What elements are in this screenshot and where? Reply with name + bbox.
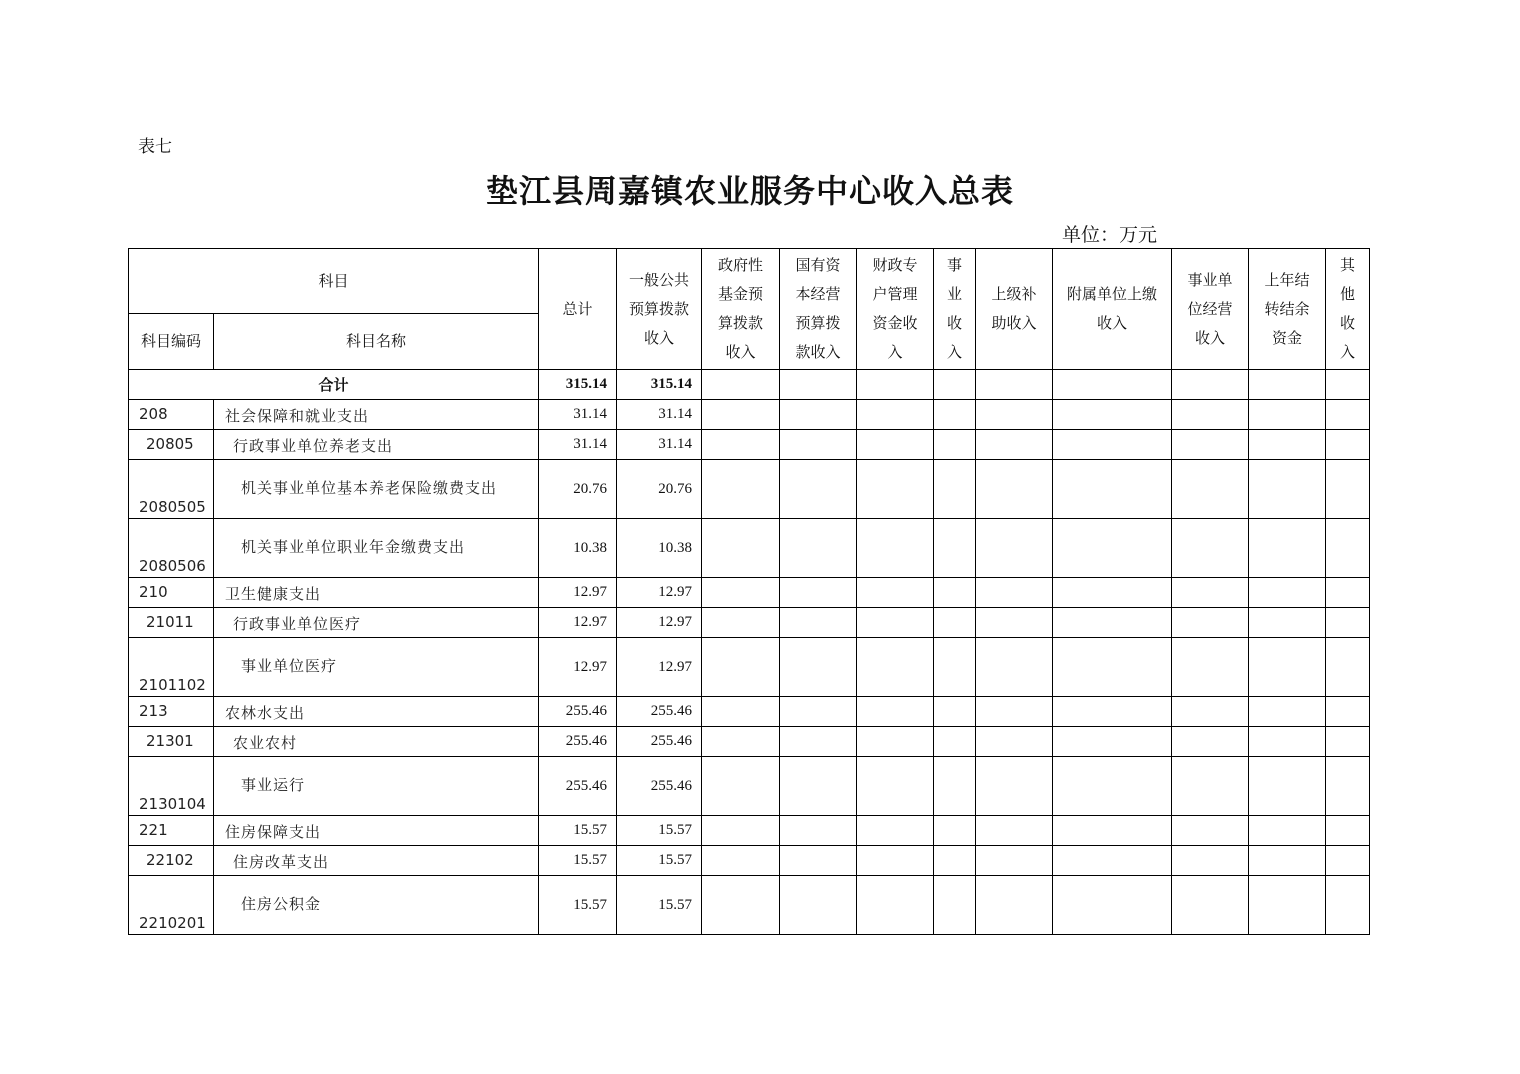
- subject-code-cell: [129, 519, 214, 578]
- table-row: [129, 876, 1370, 935]
- subject-code-cell: [129, 727, 214, 757]
- empty-cell: [934, 460, 976, 519]
- table-row: [129, 608, 1370, 638]
- empty-cell: [1172, 816, 1249, 846]
- empty-cell: [1172, 430, 1249, 460]
- empty-cell: [1249, 608, 1326, 638]
- header-other-income: [1326, 249, 1370, 370]
- empty-cell: [1249, 578, 1326, 608]
- header-line: 一般公共: [629, 270, 690, 289]
- subject-name: 机关事业单位基本养老保险缴费支出: [241, 479, 498, 497]
- general-budget-amount-cell: 255.46: [617, 757, 702, 816]
- subject-code-cell: [129, 608, 214, 638]
- empty-cell: [934, 638, 976, 697]
- total-amount-cell: 255.46: [539, 757, 617, 816]
- subject-name: 住房公积金: [241, 895, 322, 913]
- header-carryover: [1249, 249, 1326, 370]
- total-amount-cell: 12.97: [539, 608, 617, 638]
- table-row: [129, 519, 1370, 578]
- empty-cell: [1326, 578, 1370, 608]
- empty-cell: [780, 757, 857, 816]
- empty-cell: [1172, 846, 1249, 876]
- subject-code-cell: [129, 430, 214, 460]
- header-line: 算拨款: [718, 314, 764, 332]
- empty-cell: [976, 757, 1053, 816]
- empty-cell: [934, 757, 976, 816]
- empty-cell: [1326, 638, 1370, 697]
- empty-cell: [976, 608, 1053, 638]
- subject-code-cell: [129, 400, 214, 430]
- header-line: 收: [947, 314, 963, 332]
- empty-cell: [702, 430, 780, 460]
- empty-cell: [976, 638, 1053, 697]
- empty-cell: [934, 816, 976, 846]
- empty-cell: [702, 638, 780, 697]
- empty-cell: [857, 697, 934, 727]
- empty-cell: [702, 400, 780, 430]
- header-name: 科目名称: [214, 314, 539, 370]
- empty-cell: [857, 519, 934, 578]
- header-line: 入: [947, 343, 963, 361]
- subject-code: 21301: [146, 732, 194, 750]
- subject-name: 卫生健康支出: [225, 585, 322, 603]
- subject-name-cell: [214, 727, 539, 757]
- table-row: [129, 430, 1370, 460]
- header-line: 上年结: [1264, 270, 1310, 289]
- header-line: 资金收: [872, 314, 918, 332]
- empty-cell: [1053, 578, 1172, 608]
- empty-cell: [1053, 816, 1172, 846]
- empty-cell: [976, 519, 1053, 578]
- table-row: [129, 638, 1370, 697]
- general-budget-amount-cell: 15.57: [617, 876, 702, 935]
- empty-cell: [1053, 638, 1172, 697]
- subject-name: 住房保障支出: [225, 823, 322, 841]
- subject-name-cell: [214, 430, 539, 460]
- header-line: 本经营: [795, 285, 841, 303]
- empty-cell: [1326, 816, 1370, 846]
- empty-cell: [934, 578, 976, 608]
- empty-cell: [1326, 608, 1370, 638]
- subject-code-cell: [129, 846, 214, 876]
- empty-cell: [1172, 727, 1249, 757]
- subject-code: 210: [139, 583, 168, 601]
- empty-cell: [702, 697, 780, 727]
- empty-cell: [1249, 846, 1326, 876]
- empty-cell: [934, 519, 976, 578]
- empty-cell: [934, 400, 976, 430]
- empty-cell: [976, 727, 1053, 757]
- general-budget-amount-cell: 255.46: [617, 727, 702, 757]
- empty-cell: [857, 400, 934, 430]
- table-row: [129, 460, 1370, 519]
- header-line: 上级补: [991, 285, 1037, 303]
- header-line: 款收入: [795, 343, 841, 361]
- subject-code: 22102: [146, 851, 194, 869]
- header-line: 他: [1340, 285, 1356, 303]
- header-line: 户管理: [872, 285, 918, 303]
- subject-name: 农林水支出: [225, 704, 306, 722]
- empty-cell: [702, 846, 780, 876]
- subject-name-cell: [214, 876, 539, 935]
- empty-cell: [1326, 727, 1370, 757]
- header-line: 助收入: [991, 314, 1037, 332]
- subject-name-cell: [214, 400, 539, 430]
- subject-code: 2101102: [139, 676, 206, 694]
- table-row: [129, 757, 1370, 816]
- empty-cell: [1326, 697, 1370, 727]
- subject-name-cell: [214, 816, 539, 846]
- subject-name: 社会保障和就业支出: [225, 407, 370, 425]
- empty-cell: [702, 757, 780, 816]
- total-amount-cell: 15.57: [539, 876, 617, 935]
- header-line: 收入: [644, 328, 675, 347]
- total-amount: 315.14: [539, 370, 617, 400]
- header-fiscal-special: [857, 249, 934, 370]
- subject-name-cell: [214, 578, 539, 608]
- empty-cell: [780, 608, 857, 638]
- empty-cell: [976, 578, 1053, 608]
- empty-cell: [1053, 460, 1172, 519]
- total-amount-cell: 255.46: [539, 697, 617, 727]
- empty-cell: [976, 460, 1053, 519]
- subject-code: 21011: [146, 613, 194, 631]
- header-line: 收入: [725, 343, 756, 361]
- empty-cell: [702, 578, 780, 608]
- header-line: 财政专: [872, 256, 918, 274]
- empty-cell: [1053, 430, 1172, 460]
- header-line: 政府性: [718, 256, 764, 274]
- subject-code: 2130104: [139, 795, 206, 813]
- empty-cell: [857, 757, 934, 816]
- general-budget-amount-cell: 31.14: [617, 430, 702, 460]
- header-code: 科目编码: [129, 314, 214, 370]
- empty-cell: [780, 727, 857, 757]
- subject-code: 2080505: [139, 498, 206, 516]
- header-line: 事业单: [1187, 270, 1233, 289]
- header-line: 收入: [1195, 328, 1226, 347]
- empty-cell: [1172, 608, 1249, 638]
- income-summary-table: [128, 248, 1370, 935]
- empty-cell: [976, 400, 1053, 430]
- empty-cell: [702, 876, 780, 935]
- subject-name: 事业运行: [241, 776, 306, 794]
- subject-code: 213: [139, 702, 168, 720]
- page-title: 垫江县周嘉镇农业服务中心收入总表: [485, 172, 1014, 210]
- subject-name: 事业单位医疗: [241, 657, 338, 675]
- empty-cell: [976, 876, 1053, 935]
- empty-cell: [1326, 757, 1370, 816]
- header-line: 预算拨: [795, 314, 841, 332]
- empty-cell: [1053, 608, 1172, 638]
- empty-cell: [780, 400, 857, 430]
- empty-cell: [857, 638, 934, 697]
- general-budget-amount-cell: 12.97: [617, 578, 702, 608]
- total-amount-cell: 31.14: [539, 430, 617, 460]
- general-budget-amount-cell: 10.38: [617, 519, 702, 578]
- empty-cell: [857, 578, 934, 608]
- subject-code-cell: [129, 816, 214, 846]
- subject-name-cell: [214, 638, 539, 697]
- empty-cell: [1249, 816, 1326, 846]
- empty-cell: [1326, 460, 1370, 519]
- subject-code-cell: [129, 460, 214, 519]
- header-line: 业: [947, 285, 963, 303]
- empty-cell: [1249, 400, 1326, 430]
- empty-cell: [780, 430, 857, 460]
- header-line: 入: [887, 343, 903, 361]
- subject-name: 农业农村: [233, 734, 298, 752]
- subject-name: 住房改革支出: [233, 853, 330, 871]
- empty-cell: [1172, 757, 1249, 816]
- empty-cell: [702, 519, 780, 578]
- empty-cell: [857, 816, 934, 846]
- total-amount-cell: 15.57: [539, 816, 617, 846]
- total-row: [129, 370, 1370, 400]
- empty-cell: [1053, 846, 1172, 876]
- table-row: [129, 578, 1370, 608]
- subject-name-cell: [214, 519, 539, 578]
- empty-cell: [857, 846, 934, 876]
- empty-cell: [976, 697, 1053, 727]
- empty-cell: [702, 727, 780, 757]
- header-general-budget: [617, 249, 702, 370]
- empty-cell: [1053, 519, 1172, 578]
- empty-cell: [1249, 757, 1326, 816]
- subject-name-cell: [214, 846, 539, 876]
- empty-cell: [934, 697, 976, 727]
- total-label: 合计: [129, 370, 539, 400]
- empty-cell: [1172, 876, 1249, 935]
- total-general-amount: 315.14: [617, 370, 702, 400]
- empty-cell: [780, 816, 857, 846]
- empty-cell: [976, 816, 1053, 846]
- empty-cell: [1172, 400, 1249, 430]
- empty-cell: [1172, 460, 1249, 519]
- subject-code-cell: [129, 638, 214, 697]
- table-row: [129, 816, 1370, 846]
- empty-cell: [1326, 519, 1370, 578]
- total-amount-cell: 12.97: [539, 578, 617, 608]
- header-line: 附属单位上缴: [1067, 285, 1158, 303]
- subject-code-cell: [129, 578, 214, 608]
- subject-code: 221: [139, 821, 168, 839]
- header-line: 位经营: [1187, 299, 1233, 318]
- subject-name-cell: [214, 460, 539, 519]
- subject-code: 2210201: [139, 914, 206, 932]
- subject-name: 行政事业单位养老支出: [233, 437, 394, 455]
- total-amount-cell: 20.76: [539, 460, 617, 519]
- header-line: 基金预: [718, 285, 764, 303]
- header-total: 总计: [539, 249, 617, 370]
- header-line: 其: [1340, 256, 1356, 274]
- empty-cell: [780, 697, 857, 727]
- empty-cell: [857, 460, 934, 519]
- empty-cell: [1249, 727, 1326, 757]
- empty-cell: [934, 430, 976, 460]
- empty-cell: [976, 846, 1053, 876]
- total-amount-cell: 12.97: [539, 638, 617, 697]
- subject-code-cell: [129, 697, 214, 727]
- empty-cell: [1172, 519, 1249, 578]
- subject-name: 机关事业单位职业年金缴费支出: [241, 538, 466, 556]
- empty-cell: [780, 638, 857, 697]
- table-row: [129, 697, 1370, 727]
- empty-cell: [1249, 638, 1326, 697]
- empty-cell: [1326, 400, 1370, 430]
- subject-name: 行政事业单位医疗: [233, 615, 362, 633]
- empty-cell: [1249, 460, 1326, 519]
- subject-code: 20805: [146, 435, 194, 453]
- empty-cell: [1172, 578, 1249, 608]
- empty-cell: [934, 876, 976, 935]
- empty-cell: [1249, 519, 1326, 578]
- subject-code: 208: [139, 405, 168, 423]
- table-row: [129, 400, 1370, 430]
- subject-code-cell: [129, 876, 214, 935]
- empty-cell: [976, 430, 1053, 460]
- general-budget-amount-cell: 15.57: [617, 816, 702, 846]
- table-number-label: 表七: [138, 137, 172, 157]
- header-row-1: [129, 249, 1370, 314]
- header-business-operation: [1172, 249, 1249, 370]
- empty-cell: [780, 519, 857, 578]
- empty-cell: [1053, 727, 1172, 757]
- header-line: 国有资: [795, 256, 841, 274]
- empty-cell: [857, 608, 934, 638]
- header-line: 事: [947, 256, 963, 274]
- empty-cell: [702, 608, 780, 638]
- empty-cell: [1172, 697, 1249, 727]
- header-line: 资金: [1272, 328, 1303, 347]
- empty-cell: [780, 876, 857, 935]
- empty-cell: [1249, 697, 1326, 727]
- total-amount-cell: 10.38: [539, 519, 617, 578]
- empty-cell: [934, 846, 976, 876]
- empty-cell: [934, 727, 976, 757]
- empty-cell: [1249, 430, 1326, 460]
- empty-cell: [857, 727, 934, 757]
- subject-code-cell: [129, 757, 214, 816]
- empty-cell: [1053, 697, 1172, 727]
- table-row: [129, 727, 1370, 757]
- table-row: [129, 846, 1370, 876]
- empty-cell: [857, 876, 934, 935]
- header-state-capital: [780, 249, 857, 370]
- empty-cell: [1053, 400, 1172, 430]
- total-amount-cell: 15.57: [539, 846, 617, 876]
- empty-cell: [1172, 638, 1249, 697]
- header-line: 预算拨款: [629, 299, 690, 318]
- empty-cell: [1249, 876, 1326, 935]
- empty-cell: [780, 846, 857, 876]
- header-business-income: [934, 249, 976, 370]
- subject-name-cell: [214, 608, 539, 638]
- general-budget-amount-cell: 20.76: [617, 460, 702, 519]
- empty-cell: [857, 430, 934, 460]
- general-budget-amount-cell: 12.97: [617, 608, 702, 638]
- empty-cell: [702, 460, 780, 519]
- header-gov-fund: [702, 249, 780, 370]
- header-affiliated-payment: [1053, 249, 1172, 370]
- empty-cell: [1053, 876, 1172, 935]
- subject-name-cell: [214, 757, 539, 816]
- general-budget-amount-cell: 255.46: [617, 697, 702, 727]
- empty-cell: [1326, 430, 1370, 460]
- total-amount-cell: 255.46: [539, 727, 617, 757]
- header-superior-subsidy: [976, 249, 1053, 370]
- empty-cell: [1053, 757, 1172, 816]
- header-line: 转结余: [1264, 299, 1310, 318]
- subject-code: 2080506: [139, 557, 206, 575]
- general-budget-amount-cell: 12.97: [617, 638, 702, 697]
- header-line: 收入: [1097, 314, 1128, 332]
- empty-cell: [780, 578, 857, 608]
- header-subject: 科目: [129, 249, 539, 314]
- empty-cell: [780, 460, 857, 519]
- general-budget-amount-cell: 15.57: [617, 846, 702, 876]
- header-line: 收: [1340, 314, 1356, 332]
- subject-name-cell: [214, 697, 539, 727]
- empty-cell: [702, 816, 780, 846]
- empty-cell: [934, 608, 976, 638]
- unit-label: 单位：万元: [1062, 224, 1158, 246]
- total-amount-cell: 31.14: [539, 400, 617, 430]
- empty-cell: [1326, 846, 1370, 876]
- header-line: 入: [1340, 343, 1356, 361]
- general-budget-amount-cell: 31.14: [617, 400, 702, 430]
- empty-cell: [1326, 876, 1370, 935]
